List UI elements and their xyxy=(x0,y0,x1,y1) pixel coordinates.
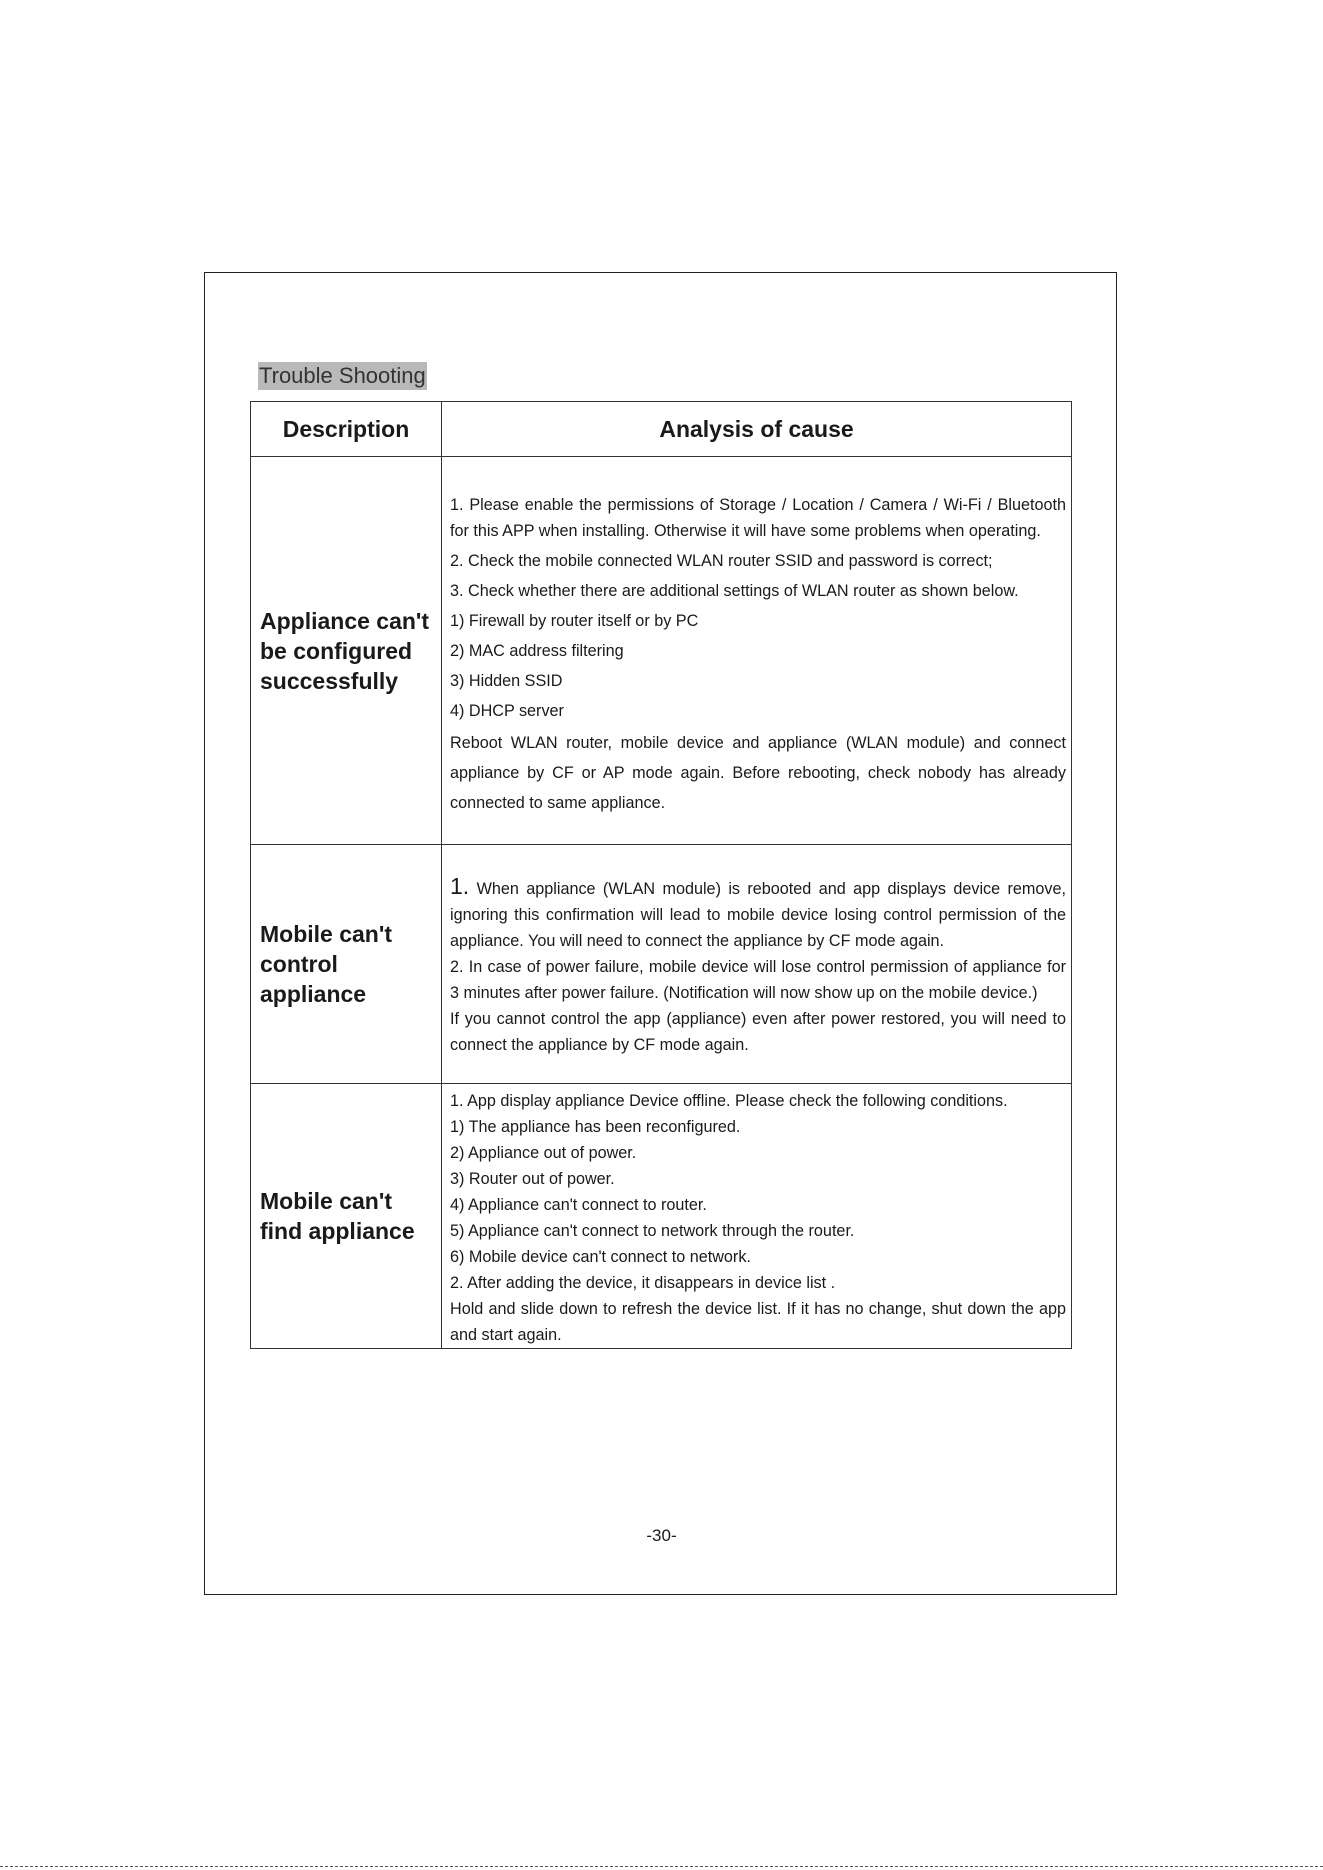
analysis-line: 1. Please enable the permissions of Storage / Location / Camera / Wi-Fi / Bluetooth for this APP when installing. Otherwise it will have some problems when operating. xyxy=(450,496,1066,540)
row-description: Mobile can't find appliance xyxy=(251,1084,442,1349)
analysis-line: 3) Router out of power. xyxy=(450,1170,615,1188)
row-analysis xyxy=(442,1084,1072,1349)
analysis-line: 1) The appliance has been reconfigured. xyxy=(450,1118,741,1136)
header-analysis: Analysis of cause xyxy=(442,402,1072,457)
row-analysis xyxy=(442,457,1072,845)
analysis-line: 3) Hidden SSID xyxy=(450,672,563,690)
analysis-line xyxy=(450,873,1066,954)
page-number: -30- xyxy=(646,1526,677,1545)
analysis-line: 2) Appliance out of power. xyxy=(450,1144,637,1162)
section-title: Trouble Shooting xyxy=(259,363,426,388)
cut-line xyxy=(0,1866,1323,1867)
item-number: 1. xyxy=(450,873,470,899)
analysis-line: Reboot WLAN router, mobile device and appliance (WLAN module) and connect appliance by CF or AP mode again. Before rebooting, check nobody has already connected to same appliance. xyxy=(450,734,1066,812)
analysis-line: 2. Check the mobile connected WLAN router SSID and password is correct; xyxy=(450,552,993,570)
analysis-line: Hold and slide down to refresh the device list. If it has no change, shut down the app and start again. xyxy=(450,1300,1066,1344)
analysis-line: 1. App display appliance Device offline. Please check the following conditions. xyxy=(450,1092,1008,1110)
analysis-line: 6) Mobile device can't connect to network. xyxy=(450,1248,751,1266)
row-description: Mobile can't control appliance xyxy=(251,845,442,1084)
table-row xyxy=(251,845,1072,1084)
analysis-line: 5) Appliance can't connect to network through the router. xyxy=(450,1222,855,1240)
row-description: Appliance can't be configured successfully xyxy=(251,457,442,845)
analysis-line: 1) Firewall by router itself or by PC xyxy=(450,612,699,630)
analysis-text: When appliance (WLAN module) is rebooted and app displays device remove, ignoring this confirmation will lead to mobile device losing control permission of the appliance. You will need to connect the appliance by CF mode again. xyxy=(450,880,1066,950)
row-analysis xyxy=(442,845,1072,1084)
analysis-line: 2. After adding the device, it disappears in device list . xyxy=(450,1274,836,1292)
analysis-line: 2) MAC address filtering xyxy=(450,642,624,660)
table-header-row xyxy=(251,402,1072,457)
analysis-line: 4) Appliance can't connect to router. xyxy=(450,1196,707,1214)
troubleshooting-table xyxy=(250,401,1072,1349)
table-row xyxy=(251,457,1072,845)
table-row xyxy=(251,1084,1072,1349)
header-description: Description xyxy=(251,402,442,457)
analysis-line: 2. In case of power failure, mobile device will lose control permission of appliance for 3 minutes after power failure. (Notification will now show up on the mobile device.) xyxy=(450,958,1066,1002)
analysis-line: 4) DHCP server xyxy=(450,702,564,720)
analysis-line: If you cannot control the app (appliance) even after power restored, you will need to connect the appliance by CF mode again. xyxy=(450,1010,1066,1054)
analysis-line: 3. Check whether there are additional settings of WLAN router as shown below. xyxy=(450,582,1019,600)
